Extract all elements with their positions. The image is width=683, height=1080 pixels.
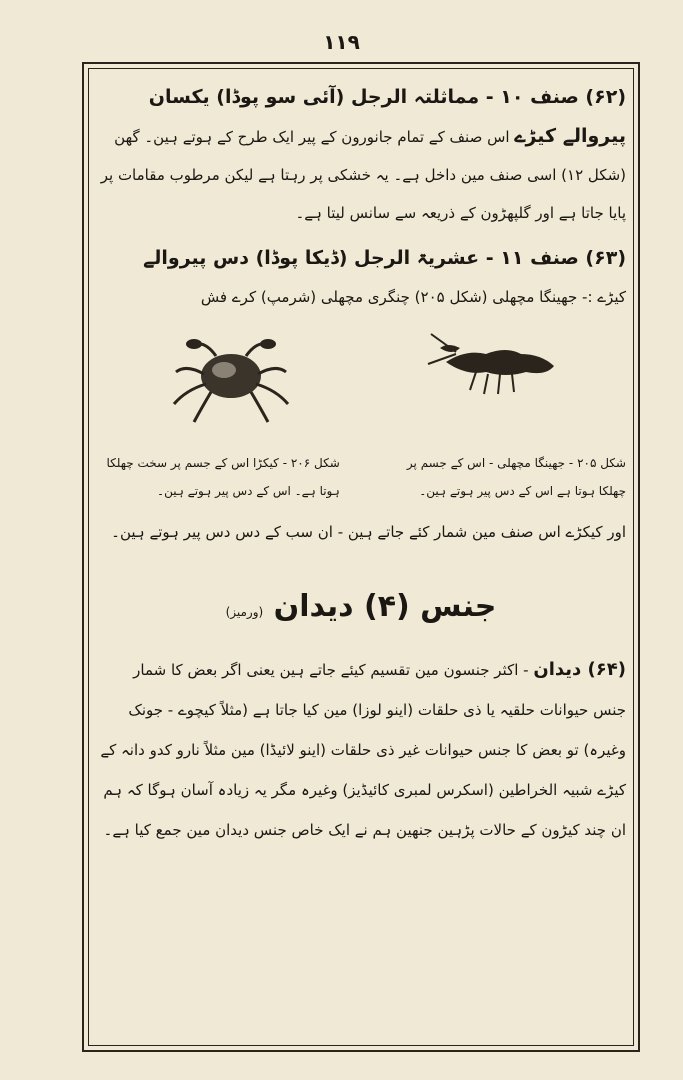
worms-text: - اکثر جنسون مین تقسیم کیئے جاتے ہین یعنی اگر بعض کا شمار جنس حیوانات حلقیہ یا ذی حلقات (اینو لوزا) مین کیا جاتا ہے (مثلاً کیچوے - جونک وغیرہ) تو بعض کا جنس حیوانات غیر ذی حلقات (اینو لائیڈا) مین مثلاً نارو کدو دانہ کے کیڑے شبیہ الخراطین (اسکرس لمبری کائیڈیز) وغیرہ مگر یہ زیادہ آسان ہوگا کہ ہم ان چند کیڑون کے حالات پڑہین جنھین ہم نے ایک خاص جنس دیدان مین جمع کیا ہے۔ (100, 661, 626, 839)
shrimp-caption: شکل ۲۰۵ - جھینگا مچھلی - اس کے جسم پر چھلکا ہوتا ہے اس کے دس پیر ہوتے ہین۔ (406, 456, 626, 498)
class10-text: اس صنف کے تمام جانورون کے پیر ایک طرح کے ہوتے ہین۔ گھن (شکل ۱۲) اسی صنف مین داخل ہے۔ یہ خشکی پر رہتا ہے لیکن مرطوب مقامات پر پایا جاتا ہے اور گلپھڑون کے ذریعہ سے سانس لیتا ہے۔ (100, 128, 626, 222)
genus-title-text: جنس (۴) دیدان (273, 589, 497, 624)
crabs-paragraph: اور کیکڑے اس صنف مین شمار کئے جاتے ہین - ان سب کے دس دس پیر ہوتے ہین۔ (111, 523, 626, 541)
class11-heading: (۶۳) صنف ۱۱ - عشریۃ الرجل (ڈیکا پوڈا) دس پیروالے (143, 247, 626, 269)
worms-lead: (۶۴) دیدان (533, 659, 626, 680)
class10-paragraph (96, 78, 626, 232)
class10-lead: (۶۲) صنف ۱۰ - مماثلتہ الرجل (آئی سو پوڈا) یکسان پیروالے کیڑے (148, 86, 626, 147)
crab-caption: شکل ۲۰۶ - کیکڑا اس کے جسم پر سخت چھلکا ہوتا ہے۔ اس کے دس پیر ہوتے ہین۔ (106, 456, 340, 498)
class11-text: کیڑے :- جھینگا مچھلی (شکل ۲۰۵) چنگری مچھلی (شرمپ) کرے فش (200, 288, 626, 306)
figure-captions (96, 449, 626, 505)
worms-paragraph (96, 650, 626, 850)
figures-area (96, 324, 626, 449)
page-number: ۱۱۹ (323, 30, 360, 54)
genus-title (96, 587, 626, 632)
genus-subtitle: (ورمیز) (225, 605, 264, 619)
crab-illustration (166, 324, 296, 434)
shrimp-illustration (426, 324, 566, 404)
page-content (96, 78, 626, 850)
